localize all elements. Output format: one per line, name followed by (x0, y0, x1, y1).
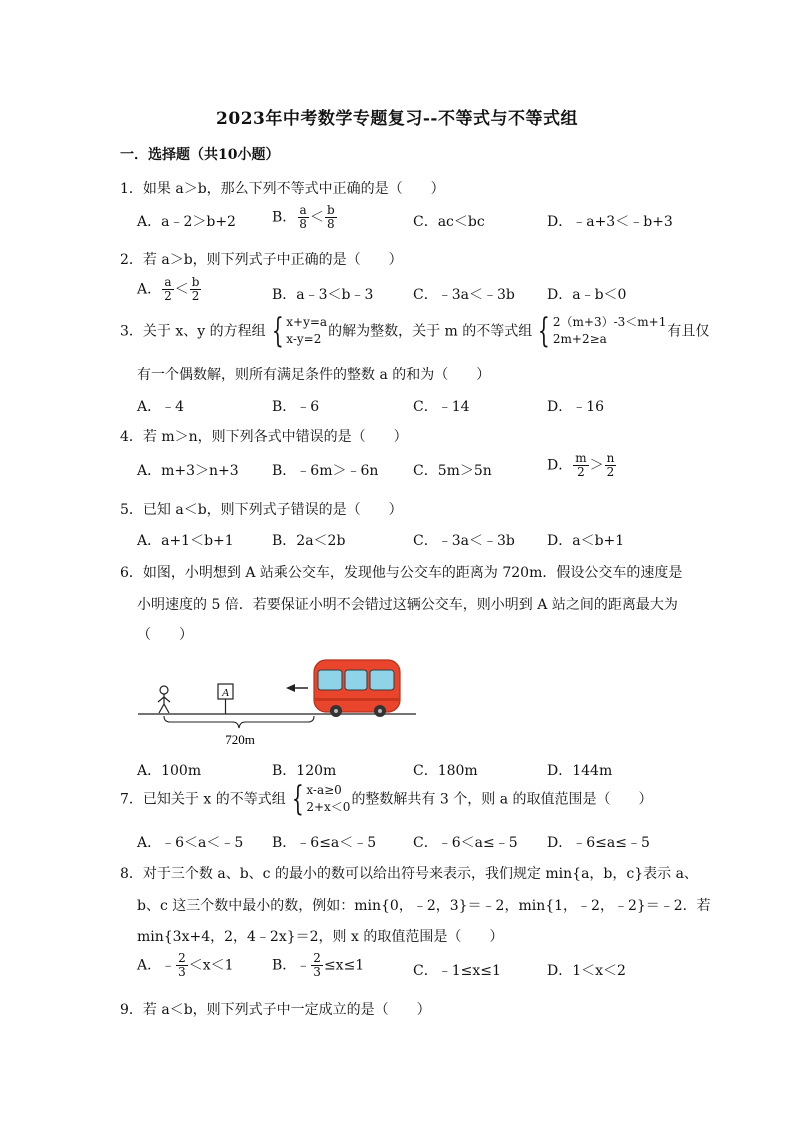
fraction: $\frac{n}{2}$ (606, 451, 615, 480)
q8-option-d[interactable]: D．1＜x＜2 (547, 963, 626, 979)
q7-option-b[interactable]: B．﹣6≤a＜﹣5 (272, 835, 377, 851)
question-6-line-2: 小明速度的 5 倍．若要保证小明不会错过这辆公交车，则小明到 A 站之间的距离最大为 (137, 597, 678, 613)
q2-option-b[interactable]: B．a﹣3＜b﹣3 (272, 287, 374, 303)
inequality-system: { x-a≥0 2+x＜0 (291, 779, 351, 820)
q6-option-b[interactable]: B．120m (272, 763, 337, 779)
q2-option-a[interactable]: A． $\frac{a}{2}$ ＜ $\frac{b}{2}$ (137, 275, 200, 304)
question-5-stem: 5．已知 a＜b，则下列式子错误的是（ ） (120, 502, 403, 518)
q4-option-d[interactable]: D． $\frac{m}{2}$ ＞ $\frac{n}{2}$ (547, 451, 615, 480)
equation-system: { x+y=a x-y=2 (271, 311, 328, 352)
question-8-line-2: b、c 这三个数中最小的数，例如：min{0，﹣2，3}＝﹣2，min{1，﹣2，﹣2}＝﹣2．若 (137, 898, 711, 914)
question-2-stem: 2．若 a＞b，则下列式子中正确的是（ ） (120, 252, 403, 268)
question-9-stem: 9．若 a＜b，则下列式子中一定成立的是（ ） (120, 1002, 431, 1018)
q5-option-a[interactable]: A．a+1＜b+1 (137, 533, 234, 549)
fraction: $\frac{2}{3}$ (313, 951, 321, 980)
question-7-stem: 7．已知关于 x 的不等式组 { x-a≥0 2+x＜0 的整数解共有 3 个，则 a 的取值范围是（ ） (120, 779, 653, 820)
person-icon (158, 686, 170, 713)
q1-option-a[interactable]: A．a﹣2＞b+2 (137, 214, 236, 230)
question-6-line-3: （ ） (137, 627, 193, 643)
q1-option-c[interactable]: C．ac＜bc (413, 214, 485, 230)
q6-option-d[interactable]: D．144m (547, 763, 613, 779)
q3-option-a[interactable]: A．﹣4 (137, 399, 185, 415)
distance-label: 720m (225, 732, 255, 747)
q4-option-a[interactable]: A．m+3＞n+3 (137, 463, 239, 479)
q6-option-c[interactable]: C．180m (413, 763, 478, 779)
q7-option-d[interactable]: D．﹣6≤a≤﹣5 (547, 835, 650, 851)
stop-label: A (222, 687, 229, 699)
fraction: $\frac{m}{2}$ (575, 451, 587, 480)
fraction: $\frac{b}{2}$ (191, 275, 200, 304)
left-arrow-icon (286, 684, 308, 692)
fraction: $\frac{a}{8}$ (299, 203, 307, 232)
q6-option-a[interactable]: A．100m (137, 763, 202, 779)
fraction: $\frac{a}{2}$ (164, 275, 172, 304)
bus-icon (314, 660, 400, 717)
q8-option-a[interactable]: A．﹣ $\frac{2}{3}$ ＜x＜1 (137, 951, 234, 980)
bus-stop-sign-icon (218, 684, 233, 714)
q5-option-c[interactable]: C．﹣3a＜﹣3b (413, 533, 515, 549)
q5-option-d[interactable]: D．a＜b+1 (547, 533, 625, 549)
bus-stop-figure (130, 650, 420, 750)
question-8-line-3: min{3x+4，2，4﹣2x}＝2，则 x 的取值范围是（ ） (137, 929, 504, 945)
fraction: $\frac{b}{8}$ (326, 203, 335, 232)
question-6-line-1: 6．如图，小明想到 A 站乘公交车，发现他与公交车的距离为 720m．假设公交车的速度是 (120, 565, 683, 581)
distance-brace (164, 716, 314, 728)
q5-option-b[interactable]: B．2a＜2b (272, 533, 346, 549)
inequality-system: { 2（m+3）-3＜m+1 2m+2≥a (538, 311, 667, 352)
q3-option-b[interactable]: B．﹣6 (272, 399, 320, 415)
q3-option-c[interactable]: C．﹣14 (413, 399, 470, 415)
q4-option-c[interactable]: C．5m＞5n (413, 463, 492, 479)
q7-option-c[interactable]: C．﹣6＜a≤﹣5 (413, 835, 518, 851)
page-title: 2023年中考数学专题复习--不等式与不等式组 (216, 109, 578, 129)
question-8-line-1: 8．对于三个数 a、b、c 的最小的数可以给出符号来表示，我们规定 min{a，b，c}表示 a、 (120, 866, 698, 882)
q8-option-b[interactable]: B．﹣ $\frac{2}{3}$ ≤x≤1 (272, 951, 365, 980)
q2-option-d[interactable]: D．a﹣b＜0 (547, 287, 627, 303)
fraction: $\frac{2}{3}$ (178, 951, 186, 980)
q3-option-d[interactable]: D．﹣16 (547, 399, 605, 415)
q4-option-b[interactable]: B．﹣6m＞﹣6n (272, 463, 379, 479)
q1-option-b[interactable]: B． $\frac{a}{8}$ ＜ $\frac{b}{8}$ (272, 203, 335, 232)
q8-option-c[interactable]: C．﹣1≤x≤1 (413, 963, 501, 979)
question-1-stem: 1．如果 a＞b，那么下列不等式中正确的是（ ） (120, 181, 445, 197)
question-3-line-2: 有一个偶数解，则所有满足条件的整数 a 的和为（ ） (137, 367, 491, 383)
question-4-stem: 4．若 m＞n，则下列各式中错误的是（ ） (120, 429, 408, 445)
question-3-stem: 3．关于 x、y 的方程组 { x+y=a x-y=2 的解为整数，关于 m 的不等式组 { 2（m+3）-3＜m+1 2m+2≥a 有且仅 (120, 311, 710, 352)
q1-option-d[interactable]: D．﹣a+3＜﹣b+3 (547, 214, 673, 230)
section-heading: 一．选择题（共10小题） (120, 147, 280, 163)
q2-option-c[interactable]: C．﹣3a＜﹣3b (413, 287, 515, 303)
q7-option-a[interactable]: A．﹣6＜a＜﹣5 (137, 835, 244, 851)
